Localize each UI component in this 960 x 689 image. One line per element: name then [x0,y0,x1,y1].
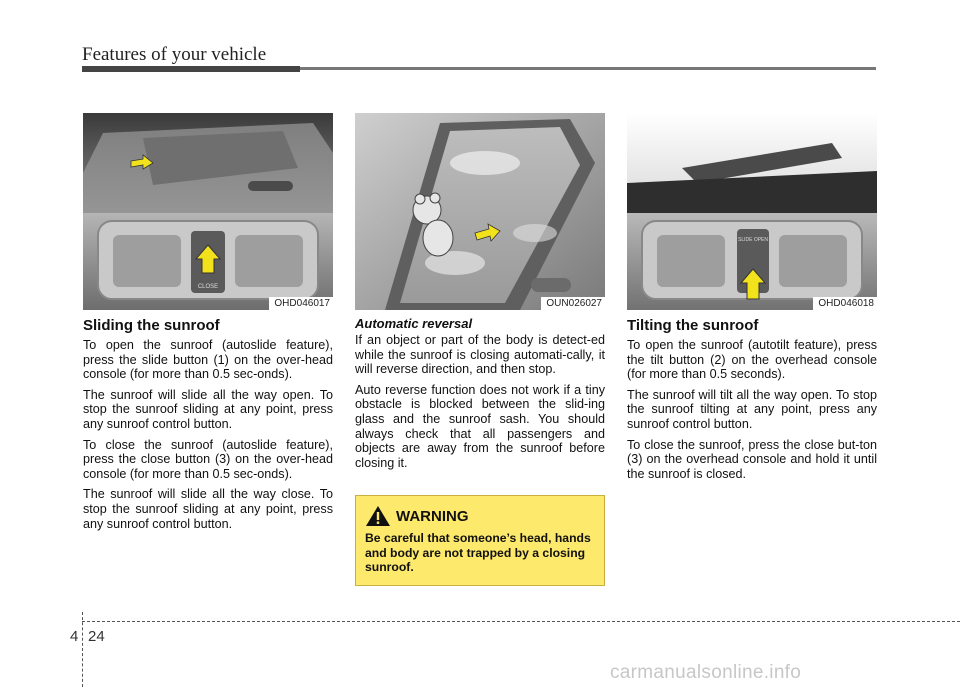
photo-code: OUN026027 [541,297,605,310]
chapter-number: 4 [70,628,79,645]
section-title: Features of your vehicle [82,44,267,65]
paragraph: Auto reverse function does not work if a tiny obstacle is blocked between the slid-ing glass and the sunroof sash. You should always check that all passengers and objects are away from the sunroof before closing it. [355,382,605,470]
subheading-automatic-reversal: Automatic reversal [355,316,473,331]
paragraph: The sunroof will slide all the way open. To stop the sunroof sliding at any point, press any sunroof control button. [83,387,333,431]
warning-box [355,495,605,586]
slide-open-button-label: SLIDE OPEN [737,237,769,243]
header-rule-accent [82,66,300,72]
watermark: carmanualsonline.info [610,662,802,683]
column-tilting [627,113,877,487]
paragraph: To open the sunroof (autotilt feature), press the tilt button (2) on the overhead console (for more than 0.5 seconds). [627,338,877,382]
column-sliding [83,113,333,537]
photo-overhead-console-slide [83,113,333,310]
paragraph: To close the sunroof, press the close but-ton (3) on the overhead console and hold it until the sunroof is closed. [627,437,877,481]
photo-code: OHD046017 [269,297,333,310]
sunroof-illustration [355,113,605,310]
photo-sunroof-obstacle [355,113,605,310]
paragraph: The sunroof will slide all the way close. To stop the sunroof sliding at any point, press any sunroof control button. [83,487,333,531]
column-automatic-reversal [355,113,605,476]
heading-sliding-sunroof: Sliding the sunroof [83,317,220,334]
tilt-illustration [627,113,877,310]
warning-triangle-icon [365,505,391,527]
close-button-label: CLOSE [197,284,219,290]
photo-code: OHD046018 [813,297,877,310]
page-number: 24 [88,628,105,645]
paragraph: To open the sunroof (autoslide feature), press the slide button (1) on the over-head console (for more than 0.5 sec-onds). [83,338,333,382]
footer-divider-vertical [82,612,83,687]
heading-tilting-sunroof: Tilting the sunroof [627,317,759,334]
photo-overhead-console-tilt [627,113,877,310]
footer-divider-horizontal [82,621,960,622]
warning-title: WARNING [396,508,469,525]
paragraph: To close the sunroof (autoslide feature), press the close button (3) on the over-head console (for more than 0.5 sec-onds). [83,437,333,481]
console-illustration [83,113,333,310]
warning-text: Be careful that someone’s head, hands and body are not trapped by a closing sunroof. [365,531,591,574]
paragraph: The sunroof will tilt all the way open. To stop the sunroof tilting at any point, press any sunroof control button. [627,387,877,431]
paragraph: If an object or part of the body is detect-ed while the sunroof is closing automati-cally, it will reverse direction, and then stop. [355,333,605,377]
